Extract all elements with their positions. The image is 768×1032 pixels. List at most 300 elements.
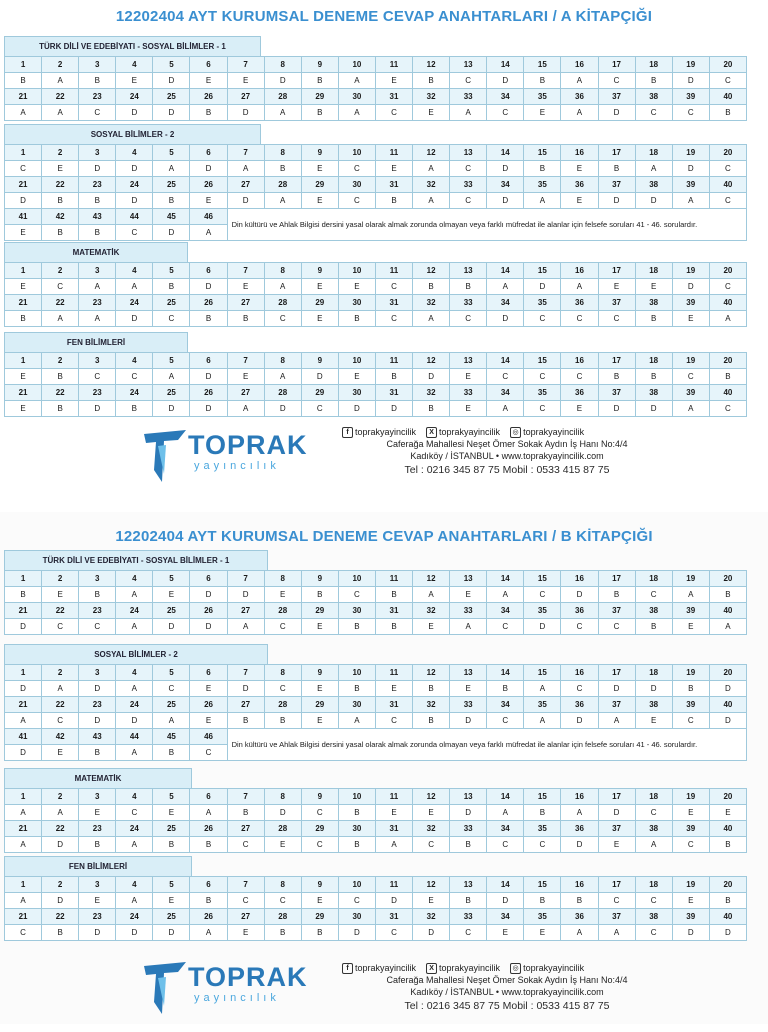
answer-cell: D	[635, 681, 672, 697]
question-number-cell: 26	[190, 177, 227, 193]
question-number-cell: 34	[487, 909, 524, 925]
question-number-cell: 28	[264, 909, 301, 925]
question-number-cell: 43	[79, 209, 116, 225]
question-number-cell: 30	[338, 295, 375, 311]
question-number-cell: 2	[42, 877, 79, 893]
answer-cell: C	[450, 925, 487, 941]
question-number-cell: 29	[301, 295, 338, 311]
question-number-cell: 25	[153, 89, 190, 105]
answer-cell: B	[709, 105, 746, 121]
question-number-cell: 13	[450, 571, 487, 587]
question-number-cell: 16	[561, 353, 598, 369]
answer-cell: B	[79, 193, 116, 209]
answer-cell: B	[153, 193, 190, 209]
answer-cell: D	[561, 587, 598, 603]
answer-cell: A	[190, 225, 227, 241]
answer-cell: A	[487, 401, 524, 417]
answer-cell: D	[672, 73, 709, 89]
answer-cell: D	[190, 161, 227, 177]
answer-cell: C	[635, 893, 672, 909]
question-number-cell: 21	[5, 821, 42, 837]
question-number-cell: 38	[635, 385, 672, 401]
answer-cell: B	[79, 837, 116, 853]
question-number-cell: 23	[79, 385, 116, 401]
answer-cell: D	[598, 805, 635, 821]
question-number-cell: 6	[190, 145, 227, 161]
answer-cell: B	[561, 893, 598, 909]
question-number-cell: 35	[524, 603, 561, 619]
question-number-cell: 28	[264, 385, 301, 401]
answer-cell: E	[672, 619, 709, 635]
answer-cell: A	[338, 713, 375, 729]
question-number-cell: 18	[635, 877, 672, 893]
question-number-cell: 3	[79, 57, 116, 73]
question-number-cell: 28	[264, 603, 301, 619]
question-number-cell: 36	[561, 697, 598, 713]
question-number-cell: 38	[635, 89, 672, 105]
answer-cell: E	[301, 279, 338, 295]
answer-cell: D	[79, 713, 116, 729]
question-number-cell: 7	[227, 665, 264, 681]
answer-cell: D	[413, 925, 450, 941]
footer-a	[0, 420, 768, 500]
question-number-cell: 37	[598, 603, 635, 619]
answer-cell: D	[598, 401, 635, 417]
question-number-cell: 35	[524, 385, 561, 401]
answer-cell: C	[487, 713, 524, 729]
answer-cell: E	[42, 745, 79, 761]
answer-cell: D	[338, 925, 375, 941]
answer-cell: E	[450, 587, 487, 603]
answer-cell: A	[79, 279, 116, 295]
question-number-cell: 46	[190, 209, 227, 225]
question-number-cell: 16	[561, 789, 598, 805]
question-number-cell: 9	[301, 789, 338, 805]
question-number-row	[5, 789, 747, 805]
answer-cell: A	[116, 837, 153, 853]
answer-cell: D	[450, 805, 487, 821]
question-number-cell: 2	[42, 57, 79, 73]
answer-cell: A	[375, 837, 412, 853]
answer-cell: D	[635, 401, 672, 417]
question-number-cell: 14	[487, 57, 524, 73]
question-number-cell: 26	[190, 385, 227, 401]
answer-cell: D	[153, 73, 190, 89]
question-number-cell: 21	[5, 603, 42, 619]
answer-cell: A	[153, 369, 190, 385]
answer-cell: D	[709, 681, 746, 697]
answer-cell: D	[672, 925, 709, 941]
question-number-cell: 9	[301, 665, 338, 681]
question-number-cell: 19	[672, 57, 709, 73]
answer-cell: A	[42, 105, 79, 121]
question-number-cell: 33	[450, 909, 487, 925]
address-line-1: Caferağa Mahallesi Neşet Ömer Sokak Aydın İş Hanı No:4/4	[386, 975, 628, 985]
answer-cell: A	[672, 401, 709, 417]
question-number-cell: 31	[375, 89, 412, 105]
answer-row	[5, 161, 747, 177]
question-number-cell: 40	[709, 909, 746, 925]
answer-cell: D	[153, 401, 190, 417]
question-number-cell: 35	[524, 821, 561, 837]
answer-cell: B	[153, 279, 190, 295]
question-number-cell: 39	[672, 385, 709, 401]
answer-cell: A	[487, 587, 524, 603]
question-number-cell: 15	[524, 571, 561, 587]
social-facebook[interactable]: toprakyayincilik	[355, 427, 417, 437]
question-number-cell: 21	[5, 89, 42, 105]
question-number-cell: 31	[375, 177, 412, 193]
answer-cell: E	[561, 161, 598, 177]
answer-row	[5, 279, 747, 295]
answer-cell: A	[561, 805, 598, 821]
question-number-cell: 12	[413, 789, 450, 805]
answer-cell: C	[672, 369, 709, 385]
question-number-cell: 18	[635, 145, 672, 161]
question-number-cell: 19	[672, 789, 709, 805]
question-number-cell: 37	[598, 385, 635, 401]
answer-cell: B	[5, 73, 42, 89]
answer-cell: C	[709, 279, 746, 295]
question-number-cell: 24	[116, 697, 153, 713]
question-number-cell: 2	[42, 353, 79, 369]
question-number-cell: 20	[709, 57, 746, 73]
section-note: Din kültürü ve Ahlak Bilgisi dersini yasal olarak almak zorunda olmayan veya farklı müfredat ile alanlar için felsefe soruları 41 - 46. sorulardır.	[227, 729, 746, 761]
answer-cell: B	[79, 587, 116, 603]
answer-cell: D	[561, 837, 598, 853]
answer-cell: D	[227, 105, 264, 121]
answer-cell: E	[561, 401, 598, 417]
question-number-cell: 9	[301, 571, 338, 587]
answer-cell: A	[5, 105, 42, 121]
question-number-cell: 37	[598, 295, 635, 311]
question-number-cell: 38	[635, 821, 672, 837]
answer-cell: A	[264, 105, 301, 121]
question-number-cell: 38	[635, 295, 672, 311]
question-number-cell: 37	[598, 697, 635, 713]
answer-cell: D	[413, 369, 450, 385]
question-number-cell: 9	[301, 877, 338, 893]
question-number-cell: 21	[5, 177, 42, 193]
contact-block	[342, 962, 672, 1012]
answer-cell: D	[227, 681, 264, 697]
answer-cell: D	[338, 401, 375, 417]
answer-cell: E	[190, 681, 227, 697]
question-number-cell: 3	[79, 877, 116, 893]
question-number-cell: 11	[375, 263, 412, 279]
question-number-cell: 27	[227, 697, 264, 713]
question-number-cell: 17	[598, 789, 635, 805]
answer-cell: B	[264, 161, 301, 177]
question-number-cell: 12	[413, 57, 450, 73]
answer-cell: A	[116, 619, 153, 635]
question-number-cell: 29	[301, 821, 338, 837]
answer-cell: A	[338, 105, 375, 121]
answer-row	[5, 837, 747, 853]
answer-cell: C	[227, 893, 264, 909]
question-number-cell: 9	[301, 57, 338, 73]
question-number-cell: 32	[413, 697, 450, 713]
question-number-cell: 24	[116, 909, 153, 925]
question-number-cell: 24	[116, 89, 153, 105]
answer-cell: D	[672, 161, 709, 177]
question-number-cell: 31	[375, 385, 412, 401]
answer-cell: B	[709, 837, 746, 853]
question-number-cell: 29	[301, 385, 338, 401]
question-number-row	[5, 145, 747, 161]
question-number-cell: 29	[301, 177, 338, 193]
answer-cell: B	[413, 681, 450, 697]
answer-cell: C	[338, 893, 375, 909]
question-number-cell: 1	[5, 665, 42, 681]
answer-cell: A	[5, 805, 42, 821]
toprak-logo	[142, 952, 308, 1022]
answer-cell: B	[301, 587, 338, 603]
answer-cell: E	[375, 805, 412, 821]
answer-cell: C	[450, 193, 487, 209]
answer-cell: C	[42, 279, 79, 295]
answer-cell: A	[116, 893, 153, 909]
question-number-cell: 20	[709, 877, 746, 893]
answer-cell: E	[153, 805, 190, 821]
question-number-cell: 24	[116, 385, 153, 401]
answer-cell: C	[672, 837, 709, 853]
x-twitter-icon: X	[426, 427, 437, 438]
answer-cell: C	[450, 311, 487, 327]
question-number-cell: 4	[116, 877, 153, 893]
question-number-cell: 31	[375, 697, 412, 713]
answer-cell: A	[116, 279, 153, 295]
question-number-row	[5, 89, 747, 105]
answer-cell: B	[413, 73, 450, 89]
question-number-cell: 6	[190, 57, 227, 73]
answer-cell: E	[264, 587, 301, 603]
question-number-cell: 34	[487, 821, 524, 837]
section-note: Din kültürü ve Ahlak Bilgisi dersini yasal olarak almak zorunda olmayan veya farklı müfredat ile alanlar için felsefe soruları 41 - 46. sorulardır.	[227, 209, 746, 241]
answer-cell: C	[190, 745, 227, 761]
question-number-cell: 18	[635, 789, 672, 805]
answer-grid	[4, 352, 747, 417]
question-number-row	[5, 295, 747, 311]
answer-cell: C	[79, 369, 116, 385]
question-number-cell: 10	[338, 263, 375, 279]
question-number-cell: 3	[79, 353, 116, 369]
answer-cell: A	[524, 713, 561, 729]
question-number-cell: 4	[116, 665, 153, 681]
question-number-cell: 15	[524, 145, 561, 161]
question-number-cell: 43	[79, 729, 116, 745]
question-number-cell: 27	[227, 603, 264, 619]
answer-cell: C	[375, 279, 412, 295]
answer-cell: B	[42, 225, 79, 241]
social-facebook[interactable]: toprakyayincilik	[355, 963, 417, 973]
question-number-cell: 5	[153, 263, 190, 279]
question-number-cell: 22	[42, 177, 79, 193]
answer-cell: D	[116, 713, 153, 729]
question-number-cell: 28	[264, 89, 301, 105]
answer-cell: C	[450, 161, 487, 177]
question-number-cell: 13	[450, 57, 487, 73]
section-label: FEN BİLİMLERİ	[4, 332, 188, 353]
answer-cell: D	[375, 893, 412, 909]
answer-cell: A	[561, 105, 598, 121]
answer-cell: E	[672, 311, 709, 327]
question-number-cell: 23	[79, 697, 116, 713]
answer-cell: D	[42, 837, 79, 853]
question-number-cell: 35	[524, 697, 561, 713]
question-number-cell: 15	[524, 57, 561, 73]
answer-cell: B	[190, 311, 227, 327]
question-number-cell: 10	[338, 665, 375, 681]
facebook-icon: f	[342, 963, 353, 974]
answer-cell: E	[153, 893, 190, 909]
answer-cell: D	[598, 193, 635, 209]
answer-grid	[4, 570, 747, 635]
question-number-cell: 40	[709, 89, 746, 105]
answer-cell: A	[561, 73, 598, 89]
question-number-cell: 35	[524, 295, 561, 311]
question-number-cell: 1	[5, 789, 42, 805]
question-number-cell: 36	[561, 385, 598, 401]
social-x[interactable]: toprakyayincilik	[439, 427, 501, 437]
question-number-cell: 37	[598, 177, 635, 193]
question-number-cell: 16	[561, 665, 598, 681]
answer-cell: D	[79, 681, 116, 697]
answer-cell: D	[264, 401, 301, 417]
question-number-cell: 15	[524, 877, 561, 893]
question-number-cell: 26	[190, 603, 227, 619]
question-number-cell: 39	[672, 697, 709, 713]
answer-cell: C	[375, 105, 412, 121]
question-number-cell: 39	[672, 89, 709, 105]
social-instagram[interactable]: toprakyayincilik	[523, 427, 585, 437]
answer-cell: B	[338, 311, 375, 327]
answer-cell: C	[598, 893, 635, 909]
answer-cell: D	[116, 311, 153, 327]
answer-row	[5, 925, 747, 941]
question-number-cell: 22	[42, 295, 79, 311]
question-number-cell: 17	[598, 145, 635, 161]
question-number-cell: 2	[42, 789, 79, 805]
social-instagram[interactable]: toprakyayincilik	[523, 963, 585, 973]
answer-cell: C	[524, 311, 561, 327]
answer-cell: B	[450, 279, 487, 295]
question-number-cell: 38	[635, 177, 672, 193]
question-number-cell: 35	[524, 89, 561, 105]
answer-cell: D	[264, 73, 301, 89]
question-number-cell: 13	[450, 789, 487, 805]
answer-cell: D	[487, 311, 524, 327]
answer-cell: E	[338, 279, 375, 295]
question-number-cell: 18	[635, 353, 672, 369]
answer-cell: C	[116, 225, 153, 241]
question-number-cell: 34	[487, 385, 524, 401]
question-number-cell: 19	[672, 877, 709, 893]
answer-cell: C	[561, 369, 598, 385]
question-number-cell: 25	[153, 177, 190, 193]
question-number-cell: 7	[227, 145, 264, 161]
question-number-row	[5, 353, 747, 369]
answer-cell: B	[598, 369, 635, 385]
answer-cell: A	[709, 619, 746, 635]
answer-cell: C	[338, 587, 375, 603]
answer-cell: B	[301, 925, 338, 941]
question-number-cell: 33	[450, 697, 487, 713]
answer-cell: D	[709, 713, 746, 729]
phone-line: Tel : 0216 345 87 75 Mobil : 0533 415 87 75	[404, 1000, 610, 1012]
answer-row	[5, 311, 747, 327]
answer-cell: D	[190, 401, 227, 417]
question-number-cell: 22	[42, 909, 79, 925]
question-number-cell: 19	[672, 145, 709, 161]
question-number-cell: 31	[375, 909, 412, 925]
question-number-cell: 1	[5, 353, 42, 369]
answer-cell: D	[598, 681, 635, 697]
answer-cell: A	[487, 805, 524, 821]
answer-cell: E	[5, 369, 42, 385]
answer-cell: B	[524, 73, 561, 89]
answer-cell: C	[487, 837, 524, 853]
answer-cell: C	[487, 105, 524, 121]
answer-cell: D	[5, 745, 42, 761]
answer-cell: C	[153, 311, 190, 327]
question-number-cell: 9	[301, 353, 338, 369]
question-number-cell: 19	[672, 353, 709, 369]
question-number-cell: 24	[116, 177, 153, 193]
question-number-cell: 20	[709, 571, 746, 587]
question-number-cell: 1	[5, 877, 42, 893]
answer-cell: B	[116, 401, 153, 417]
answer-cell: C	[338, 193, 375, 209]
answer-cell: E	[524, 105, 561, 121]
answer-cell: C	[561, 619, 598, 635]
answer-grid	[4, 876, 747, 941]
answer-cell: A	[413, 587, 450, 603]
answer-cell: E	[79, 805, 116, 821]
answer-cell: C	[42, 619, 79, 635]
contact-block	[342, 426, 672, 476]
answer-cell: E	[450, 369, 487, 385]
answer-cell: B	[709, 587, 746, 603]
answer-cell: D	[487, 893, 524, 909]
question-number-cell: 21	[5, 295, 42, 311]
answer-cell: B	[413, 713, 450, 729]
question-number-cell: 5	[153, 571, 190, 587]
answer-cell: A	[5, 837, 42, 853]
question-number-cell: 35	[524, 177, 561, 193]
question-number-cell: 15	[524, 665, 561, 681]
answer-cell: B	[450, 893, 487, 909]
section-label: TÜRK DİLİ VE EDEBİYATI - SOSYAL BİLİMLER - 1	[4, 36, 261, 57]
answer-cell: D	[561, 713, 598, 729]
facebook-icon: f	[342, 427, 353, 438]
question-number-cell: 25	[153, 909, 190, 925]
question-number-cell: 16	[561, 571, 598, 587]
question-number-cell: 1	[5, 57, 42, 73]
answer-cell: D	[153, 225, 190, 241]
social-x[interactable]: toprakyayincilik	[439, 963, 501, 973]
question-number-cell: 7	[227, 263, 264, 279]
section-label: SOSYAL BİLİMLER - 2	[4, 644, 268, 665]
answer-cell: C	[116, 805, 153, 821]
question-number-cell: 28	[264, 295, 301, 311]
question-number-row	[5, 729, 747, 745]
answer-cell: B	[153, 837, 190, 853]
answer-cell: B	[227, 713, 264, 729]
question-number-cell: 15	[524, 353, 561, 369]
answer-cell: B	[635, 73, 672, 89]
question-number-cell: 30	[338, 385, 375, 401]
